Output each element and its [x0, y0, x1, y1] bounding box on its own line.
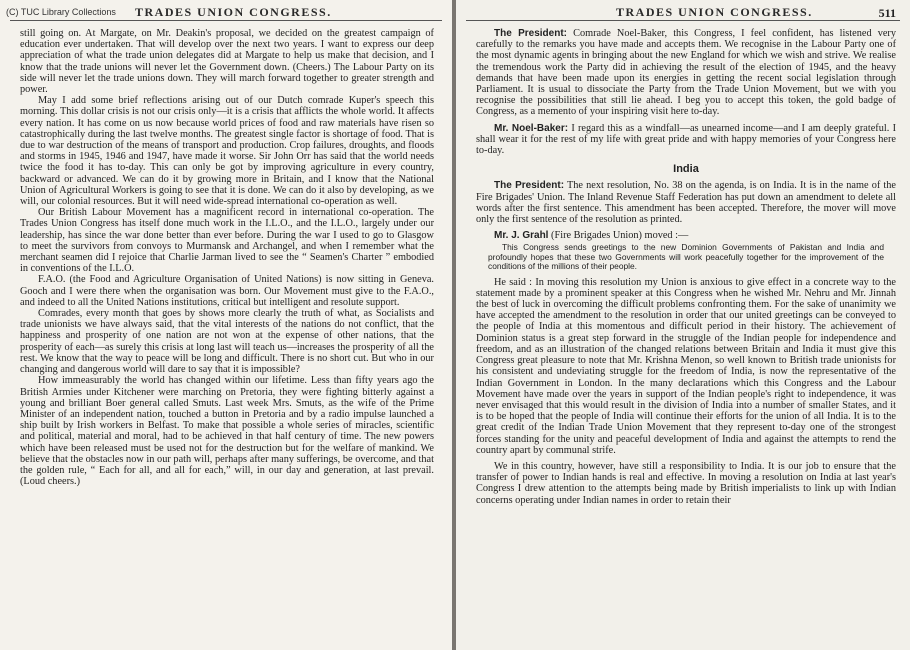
speech-text: The next resolution, No. 38 on the agenda, is on India. It is in the name of the Fire Brigades' Union. The Inland Revenue Staff Federation has put down an amendment to delete all words after the first sentence. This amendment has been accepted. Therefore, the mover will move only the first sentence of the resolution as printed.	[476, 180, 896, 226]
paragraph: Comrades, every month that goes by shows more clearly the truth of what, as Socialists and trade unionists we have always said, that the vital interests of the nations do not conflict, that the happiness and prosperity of one nation are not won at the expense of other nations, that the prosperity of each—as surely this crisis at long last will teach us—increases the prosperity of all the rest. We know that the way to peace will be long and difficult. There is no short cut. But who in our changing and dangerous world will dare to say that it is impossible?	[20, 308, 434, 376]
header-rule	[466, 20, 900, 21]
resolution-text: This Congress sends greetings to the new Dominion Governments of Pakistan and India and profoundly hopes that these two Governments will work peacefully together for the improvement of the conditions of the millions of their people.	[488, 242, 884, 272]
right-text-column	[476, 28, 896, 506]
paragraph: still going on. At Margate, on Mr. Deakin's proposal, we decided on the greatest campaign of education ever undertaken. That will develop over the next two years. I want to express our deep appreciation of what the trade union delegates did at Margate to help us make that decision, and I know that the trade unions will never let the Government down. (Cheers.) The Labour Party on its side will never let the trade unions down. They will march forward together to greater strength and power.	[20, 28, 434, 96]
speaker-name: The President:	[494, 180, 565, 192]
speech-paragraph	[476, 28, 896, 118]
speaker-name: The President:	[494, 28, 567, 39]
paragraph: We in this country, however, have still a responsibility to India. It is our job to ensure that the transfer of power to Indian hands is real and effective. In moving a resolution on India at last year's Congress I drew attention to the attempts being made by British imperialists to link up with Indian concerns operating under Indian names in order to retain their	[476, 460, 896, 506]
running-header	[0, 4, 452, 20]
speech-text: I regard this as a windfall—as unearned income—and I am deeply grateful. I shall wear it for the rest of my life with great pride and with happy memories of your Congress here to-day.	[476, 122, 897, 157]
paragraph: F.A.O. (the Food and Agriculture Organisation of United Nations) is now sitting in Geneva. Gooch and I were there when the organisation was born. Our Movement must give to the F.A.O., and indeed to all the United Nations institutions, critical but intelligent and resolute support.	[20, 274, 434, 308]
paragraph: How immeasurably the world has changed within our lifetime. Less than fifty years ago the British Armies under Kitchener were marching on Pretoria, they were fighting bitterly against a young and brilliant Boer general called Smuts. Last week Mrs. Smuts, as the wife of the Prime Minister of an independent nation, touched a button in Pretoria and by a radio impulse launched a ship built by Irish workers in Belfast. To make that possible a whole series of miracles, scientific and political, material and moral, had to be achieved in that half century of time. The new powers which have been released must be used not for the destruction but for the welfare of mankind. We believe that the obstacles now in our path will, perhaps after many sufferings, be overcome, and that the golden rule, “ Each for all, and all for each,” will, in our day and generation, at last prevail. (Loud cheers.)	[20, 375, 434, 488]
speech-text: Comrade Noel-Baker, this Congress, I feel confident, has listened very carefully to the remarks you have made and accepts them. We recognise in the Labour Party one of the most dynamic agents in bringing about the new England for which we wish and strive. We realise the tremendous work the Party did in achieving the result of the election of 1945, and the heavy demands that have been made upon its energies in getting the recent social legislation through Parliament. It is usual to dissociate the Party from the Trade Union Movement, but we with you recognise the possibilities that still lie ahead. I beg you to accept this token, the gold badge of Congress, as a memento of your inspiring visit here to-day.	[476, 28, 896, 118]
paragraph: May I add some brief reflections arising out of our Dutch comrade Kuper's speech this morning. This dollar crisis is not our crisis only—it is a crisis that afflicts the whole world. It affects every nation. It has come on us now because world prices of food and raw materials have risen so catastrophically during the last twelve months. The greatest single factor is shortage of food. That is due to war destruction of the means of transport and production. Crop failures, droughts, and floods and storms in 1945, 1946 and 1947, have made it worse. Sir John Orr has said that the world needs twice the food it has to-day. This can only be got by improving agriculture in every country, backward or advanced. We can do it by growing more in Britain, and I know that the National Union of Agricultural Workers is going to see that it is done. We can do it also by developing, as we will, our colonial resources. But it will need wide-spread international co-operation as well.	[20, 95, 434, 208]
running-title: TRADES UNION CONGRESS.	[616, 5, 813, 19]
mover-line	[476, 230, 896, 241]
speech-paragraph	[476, 180, 896, 225]
copyright-notice: (C) TUC Library Collections	[6, 7, 116, 17]
left-text-column	[20, 28, 434, 487]
paragraph: Our British Labour Movement has a magnificent record in international co-operation. The Trades Union Congress has itself done much work in the I.L.O., and the I.L.O., largely under our leadership, has since the war done better than ever before. During the war I used to go to Glasgow to meet the survivors from convoys to Murmansk and Archangel, and when I remember what the merchant seamen did I rejoice that Charlie Jarman lived to see the “ Seamen's Charter ” embodied in conventions of the I.L.O.	[20, 207, 434, 275]
left-page	[0, 0, 452, 650]
running-title: TRADES UNION CONGRESS.	[135, 5, 332, 19]
mover-text: (Fire Brigades Union) moved :—	[551, 230, 689, 242]
speaker-name: Mr. Noel-Baker:	[494, 122, 569, 134]
speech-paragraph	[476, 123, 896, 157]
section-heading: India	[673, 163, 699, 176]
mover-name: Mr. J. Grahl	[494, 230, 549, 242]
right-page	[456, 0, 910, 650]
paragraph: He said : In moving this resolution my Union is anxious to give effect in a concrete way to the statement made by a prominent speaker at this Congress when he wished Mr. Nehru and Mr. Jinnah the best of luck in overcoming the difficult problems confronting them. For the sake of unanimity we have accepted the amendment to the resolution in order that our united greetings can be conveyed to the people of India at this momentous and difficult period in their history. The achievement of Dominion status is a great step forward in the struggle of the Indian people for independence and freedom, and as an illustration of the changed relations between Britain and India it must give this Congress great pleasure to note that Mr. Krishna Menon, so well known to British trade unionists for his consistent and undeviating struggle for the freedom of India, is now the representative of the Indian Government in London. In the many declarations which this Congress and the Labour Movement have made over the years in support of the Indian people's right to independence, it was never envisaged that this would result in the division of India into a number of smaller States, and it is to be hoped that the people of India will continue their efforts for the union of all India. It is to the great credit of the Indian Trade Union Movement that they represent to-day one of the strongest forces standing for the unity and peaceful development of India and against the attempts to rend the country apart by communal strife.	[476, 276, 896, 456]
header-rule	[10, 20, 442, 21]
running-header	[456, 4, 910, 20]
page-number: 511	[878, 6, 896, 20]
